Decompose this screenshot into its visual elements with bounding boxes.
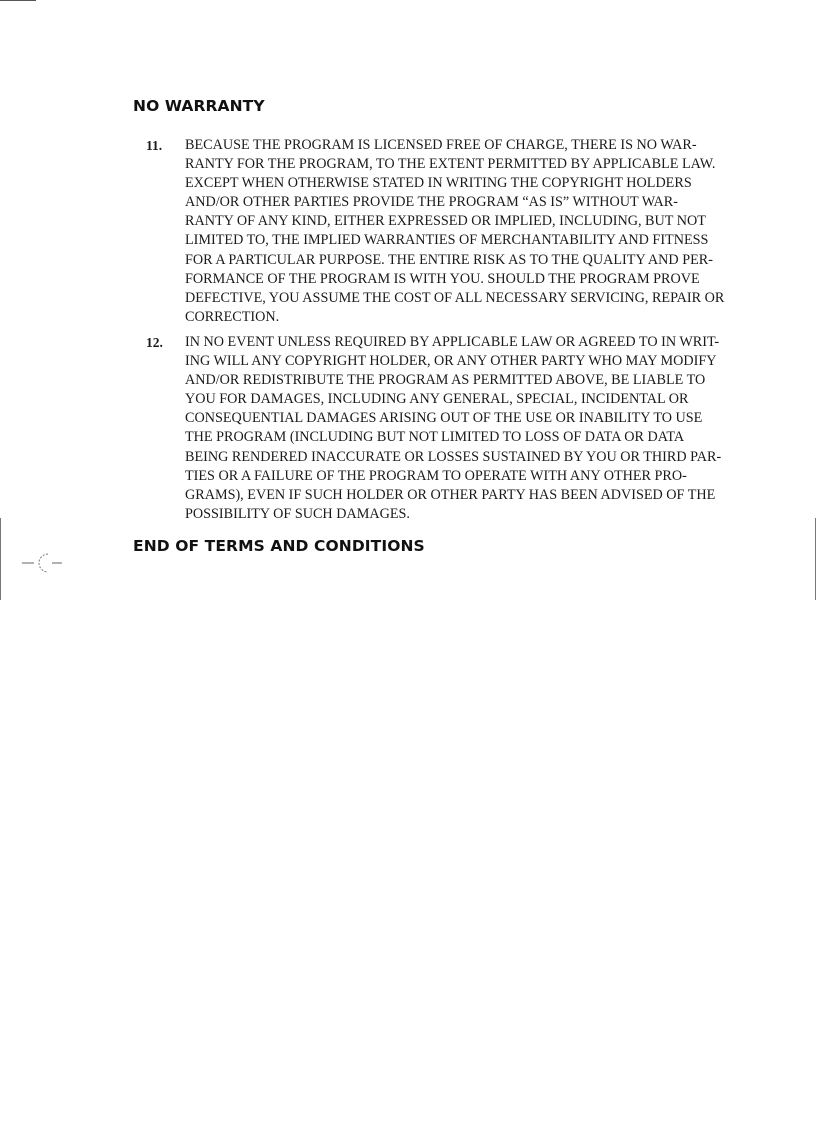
document-body (133, 96, 733, 556)
clause-number: 12. (146, 334, 163, 350)
clause-line: AND/OR REDISTRIBUTE THE PROGRAM AS PERMITTED ABOVE, BE LIABLE TO (185, 372, 706, 389)
clause-line: FOR A PARTICULAR PURPOSE. THE ENTIRE RISK AS TO THE QUALITY AND PER- (185, 251, 713, 268)
clause-line: BECAUSE THE PROGRAM IS LICENSED FREE OF CHARGE, THERE IS NO WAR- (185, 137, 697, 153)
clause-line: CONSEQUENTIAL DAMAGES ARISING OUT OF THE USE OR INABILITY TO USE (185, 410, 703, 427)
no-warranty-heading: NO WARRANTY (133, 97, 265, 115)
clause-12 (133, 333, 733, 524)
clause-line: GRAMS), EVEN IF SUCH HOLDER OR OTHER PARTY HAS BEEN ADVISED OF THE (185, 486, 716, 503)
clause-number: 11. (146, 138, 163, 153)
clause-line: LIMITED TO, THE IMPLIED WARRANTIES OF MERCHANTABILITY AND FITNESS (185, 232, 709, 249)
clause-line: POSSIBILITY OF SUCH DAMAGES. (185, 505, 410, 522)
clause-line: DEFECTIVE, YOU ASSUME THE COST OF ALL NECESSARY SERVICING, REPAIR OR (185, 289, 725, 306)
clause-line: YOU FOR DAMAGES, INCLUDING ANY GENERAL, SPECIAL, INCIDENTAL OR (185, 391, 689, 408)
clause-text (185, 136, 733, 327)
clause-line: ING WILL ANY COPYRIGHT HOLDER, OR ANY OTHER PARTY WHO MAY MODIFY (185, 353, 717, 370)
crop-mark-left (0, 518, 1, 600)
clause-line: AND/OR OTHER PARTIES PROVIDE THE PROGRAM “AS IS” WITHOUT WAR- (185, 194, 678, 211)
clause-text (185, 333, 733, 524)
clause-line: RANTY FOR THE PROGRAM, TO THE EXTENT PERMITTED BY APPLICABLE LAW. (185, 156, 716, 173)
registration-mark-icon (22, 550, 66, 576)
clause-line: TIES OR A FAILURE OF THE PROGRAM TO OPERATE WITH ANY OTHER PRO- (185, 467, 687, 484)
clause-line: CORRECTION. (185, 308, 280, 325)
clause-list (133, 136, 733, 524)
clause-line: THE PROGRAM (INCLUDING BUT NOT LIMITED TO LOSS OF DATA OR DATA (185, 429, 685, 446)
end-of-terms-heading: END OF TERMS AND CONDITIONS (133, 536, 425, 555)
clause-line: FORMANCE OF THE PROGRAM IS WITH YOU. SHOULD THE PROGRAM PROVE (185, 270, 700, 287)
clause-11 (133, 136, 733, 327)
clause-line: RANTY OF ANY KIND, EITHER EXPRESSED OR IMPLIED, INCLUDING, BUT NOT (185, 213, 706, 230)
clause-line: EXCEPT WHEN OTHERWISE STATED IN WRITING THE COPYRIGHT HOLDERS (185, 175, 692, 192)
clause-line: BEING RENDERED INACCURATE OR LOSSES SUSTAINED BY YOU OR THIRD PAR- (185, 448, 722, 465)
crop-mark-top (0, 0, 36, 1)
clause-line: IN NO EVENT UNLESS REQUIRED BY APPLICABLE LAW OR AGREED TO IN WRIT- (185, 333, 720, 350)
